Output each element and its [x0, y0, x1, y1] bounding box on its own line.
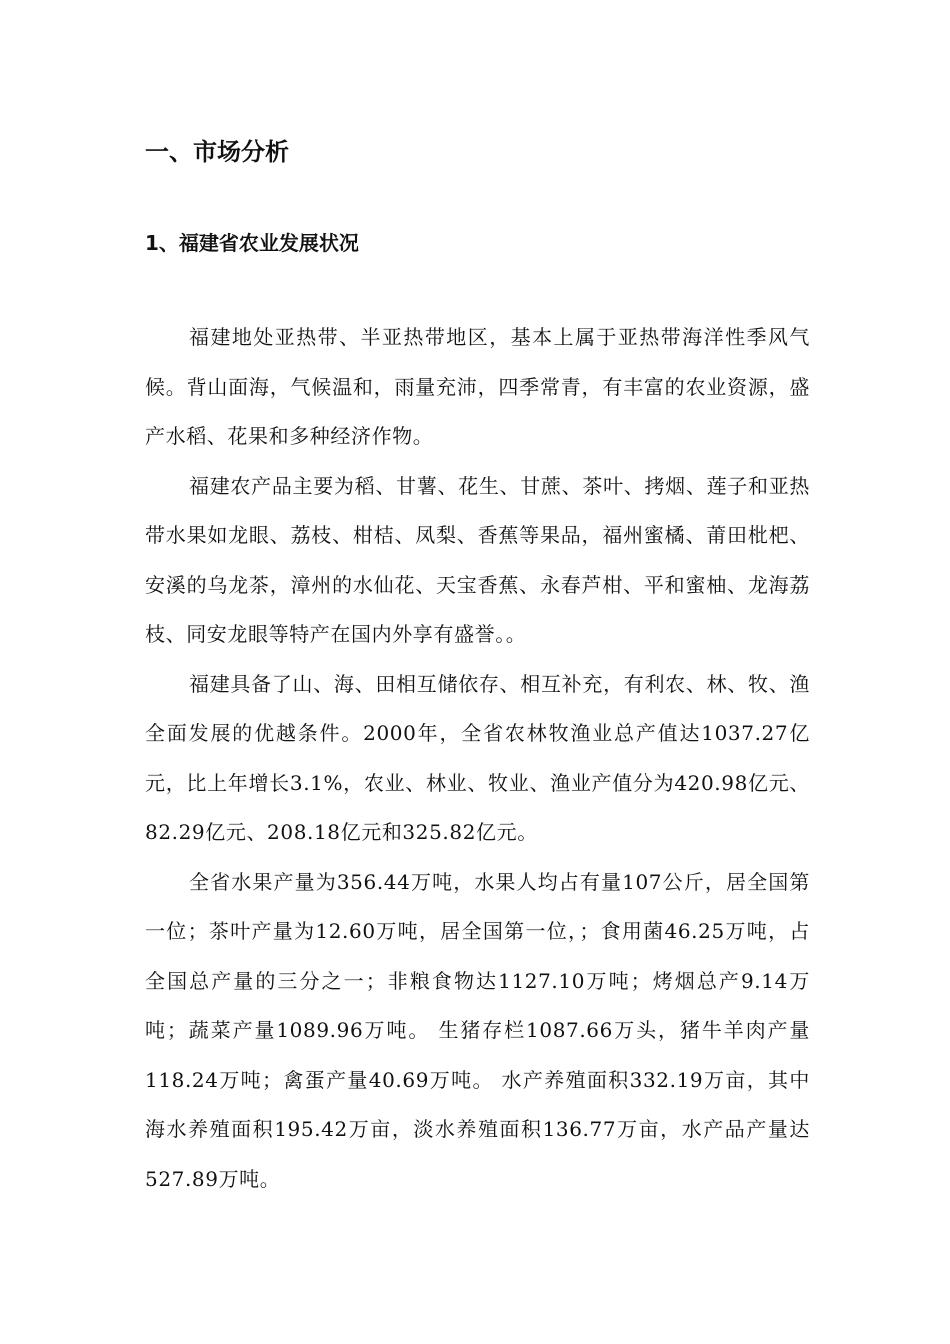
paragraph-output: 福建具备了山、海、田相互储依存、相互补充，有利农、林、牧、渔全面发展的优越条件。2000年，全省农林牧渔业总产值达1037.27亿元，比上年增长3.1%，农业、林业、牧业、渔业产值分为420.98亿元、82.29亿元、208.18亿元和325.82亿元。	[145, 671, 810, 844]
section-heading: 一、市场分析	[145, 138, 289, 166]
subsection-heading: 1、福建省农业发展状况	[145, 231, 359, 255]
paragraph-statistics: 全省水果产量为356.44万吨，水果人均占有量107公斤，居全国第一位；茶叶产量为12.60万吨，居全国第一位，；食用菌46.25万吨，占全国总产量的三分之一；非粮食物达1127.10万吨；烤烟总产9.14万吨；蔬菜产量1089.96万吨。 生猪存栏1087.66万头，猪牛羊肉产量118.24万吨；禽蛋产量40.69万吨。 水产养殖面积332.19万亩，其中海水养殖面积195.42万亩，淡水养殖面积136.77万亩，水产品产量达527.89万吨。	[145, 869, 810, 1191]
paragraph-climate: 福建地处亚热带、半亚热带地区，基本上属于亚热带海洋性季风气候。背山面海，气候温和，雨量充沛，四季常青，有丰富的农业资源，盛产水稻、花果和多种经济作物。	[145, 325, 810, 448]
document-body	[145, 313, 810, 1204]
paragraph-products: 福建农产品主要为稻、甘薯、花生、甘蔗、茶叶、拷烟、莲子和亚热带水果如龙眼、荔枝、柑桔、凤梨、香蕉等果品，福州蜜橘、莆田枇杷、安溪的乌龙茶，漳州的水仙花、天宝香蕉、永春芦柑、平和蜜柚、龙海荔枝、同安龙眼等特产在国内外享有盛誉。。	[145, 473, 810, 646]
